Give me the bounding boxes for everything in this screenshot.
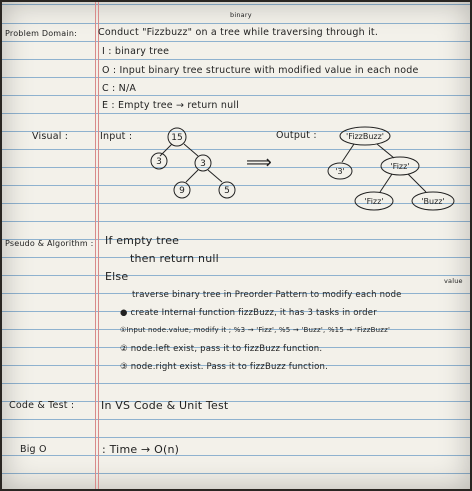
- io-output: O : Input binary tree structure with modified value in each node: [102, 65, 419, 76]
- input-tree-root-value: 15: [171, 133, 183, 143]
- pseudo-line-5: ● create Internal function fizzBuzz, it has 3 tasks in order: [120, 308, 377, 318]
- input-tree-left-value: 3: [156, 157, 162, 167]
- output-tree-edge: [408, 174, 426, 192]
- io-constraints: C : N/A: [102, 83, 137, 94]
- pseudo-line-1: If empty tree: [105, 234, 180, 247]
- pseudo-line-4: traverse binary tree in Preorder Pattern to modify each node: [132, 290, 402, 300]
- output-tree-edge: [380, 174, 392, 192]
- output-tree-right-value: 'Fizz': [390, 162, 410, 171]
- visual-output-label: Output :: [276, 130, 317, 141]
- output-tree-edge: [377, 144, 394, 158]
- output-tree-left-value: '3': [335, 167, 345, 176]
- input-tree-right-right-value: 5: [224, 186, 230, 196]
- input-tree-right-value: 3: [200, 159, 206, 169]
- io-edge: E : Empty tree → return null: [102, 100, 239, 111]
- input-tree-edge: [186, 170, 198, 182]
- pseudo-line-8: ③ node.right exist. Pass it to fizzBuzz function.: [120, 362, 329, 372]
- pseudo-line-2: then return null: [130, 252, 219, 265]
- problem-domain-insert: binary: [230, 11, 252, 19]
- input-tree-edge: [160, 144, 172, 156]
- pseudo-line-6: ①Input node.value, modify it ; %3 → 'Fizz', %5 → 'Buzz', %15 → 'FizzBuzz': [120, 326, 391, 334]
- output-tree: [328, 127, 454, 210]
- problem-domain-text: Conduct "Fizzbuzz" on a tree while traversing through it.: [98, 27, 379, 38]
- pseudo-insert: value: [444, 277, 463, 285]
- transform-arrow: ⟹: [246, 152, 273, 173]
- pseudo-line-7: ② node.left exist, pass it to fizzBuzz function.: [120, 344, 323, 354]
- input-tree-right-left-value: 9: [179, 186, 185, 196]
- io-input: I : binary tree: [102, 46, 170, 57]
- margin-line: [95, 2, 96, 489]
- output-tree-right-right-value: 'Buzz': [421, 197, 445, 206]
- input-tree-edge: [184, 144, 198, 156]
- code-test-label: Code & Test :: [9, 400, 75, 411]
- big-o-text: : Time → O(n): [102, 443, 180, 456]
- big-o-label: Big O: [20, 444, 47, 455]
- output-tree-edge: [342, 144, 354, 162]
- pseudo-label: Pseudo & Algorithm :: [5, 239, 94, 248]
- visual-input-label: Input :: [100, 131, 133, 142]
- output-tree-right-left-value: 'Fizz': [364, 197, 384, 206]
- input-tree: [151, 128, 235, 198]
- bullet-icon: ●: [120, 308, 128, 318]
- notebook-page: [2, 2, 470, 489]
- visual-label: Visual :: [32, 131, 69, 142]
- code-test-text: In VS Code & Unit Test: [101, 399, 229, 412]
- visual-trees: [2, 120, 470, 230]
- output-tree-root-value: 'FizzBuzz': [346, 132, 384, 141]
- problem-domain-label: Problem Domain:: [5, 29, 77, 38]
- pseudo-line-3: Else: [105, 270, 129, 283]
- margin-line: [98, 2, 99, 489]
- input-tree-edge: [208, 170, 222, 182]
